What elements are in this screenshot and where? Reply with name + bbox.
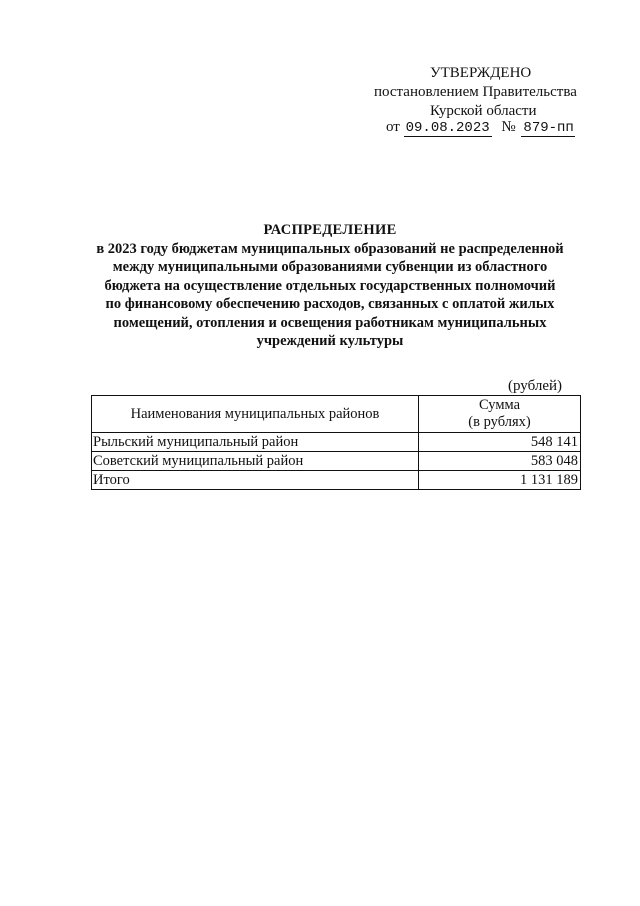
decree-label: постановлением Правительства: [374, 84, 577, 100]
decree-date: 09.08.2023: [405, 120, 490, 136]
title-line: помещений, отопления и освещения работникам муниципальных: [113, 314, 547, 331]
title-line: в 2023 году бюджетам муниципальных образований не распределенной: [96, 240, 564, 257]
units-label: (рублей): [508, 378, 563, 394]
title-line: между муниципальными образованиями субвенции из областного: [112, 259, 548, 275]
row-name: Рыльский муниципальный район: [92, 433, 419, 452]
table-row: [92, 452, 581, 471]
header-sum-line2: (в рублях): [468, 414, 531, 430]
header-name: Наименования муниципальных районов: [92, 396, 419, 433]
title-line: бюджета на осуществление отдельных государственных полномочий: [104, 277, 556, 294]
date-number-line: [386, 118, 575, 137]
header-sum-line1: Сумма: [478, 397, 521, 413]
table-row: [92, 433, 581, 452]
total-sum: 1 131 189: [419, 471, 581, 490]
number-sign: №: [501, 119, 516, 135]
from-label: от: [386, 119, 400, 135]
table-header-row: [92, 396, 581, 433]
region-label: Курской области: [430, 103, 537, 119]
title-line: учреждений культуры: [256, 333, 404, 349]
table-row-total: [92, 471, 581, 490]
row-sum: 548 141: [419, 433, 581, 452]
row-sum: 583 048: [419, 452, 581, 471]
decree-number: 879-пп: [523, 120, 574, 136]
distribution-table: [91, 395, 581, 490]
approved-label: УТВЕРЖДЕНО: [430, 65, 532, 81]
row-name: Советский муниципальный район: [92, 452, 419, 471]
document-title: [70, 221, 590, 351]
title-heading: РАСПРЕДЕЛЕНИЕ: [263, 222, 397, 238]
header-sum: [419, 396, 581, 433]
total-name: Итого: [92, 471, 419, 490]
title-line: по финансовому обеспечению расходов, связанных с оплатой жилых: [105, 296, 555, 312]
